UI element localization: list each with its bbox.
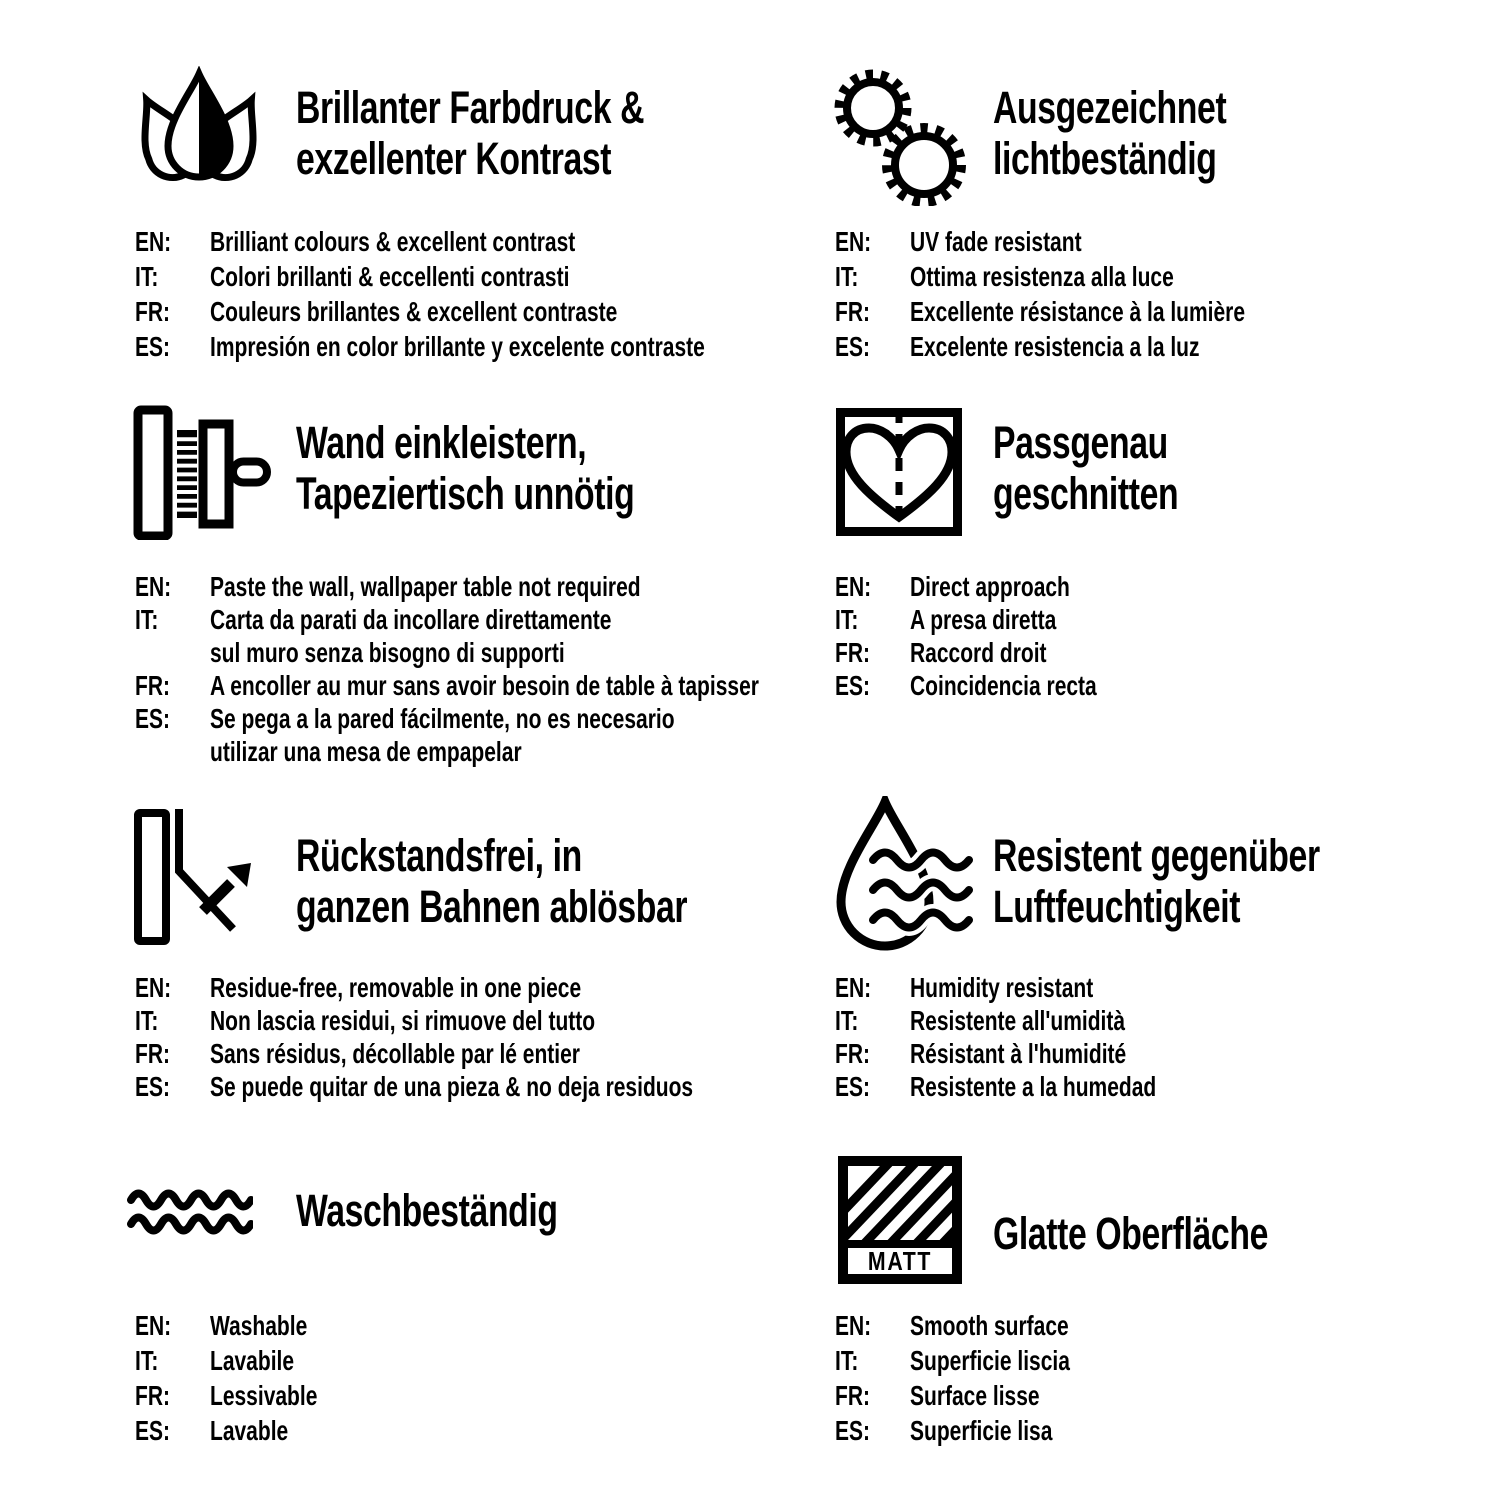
language-label: ES: bbox=[835, 670, 871, 701]
translation-row bbox=[835, 294, 1500, 329]
peel-off-wall-icon bbox=[133, 799, 278, 949]
language-label: FR: bbox=[835, 1038, 870, 1069]
translation-text: Superficie lisa bbox=[910, 1415, 1053, 1446]
language-label: FR: bbox=[835, 296, 870, 327]
language-label: FR: bbox=[835, 637, 870, 668]
translation-row bbox=[835, 1378, 1500, 1413]
title-line: exzellenter Kontrast bbox=[296, 133, 612, 184]
section-title bbox=[993, 830, 1320, 932]
title-line: geschnitten bbox=[993, 468, 1179, 519]
language-label: IT: bbox=[835, 604, 859, 635]
language-label: FR: bbox=[135, 1038, 170, 1069]
language-label: ES: bbox=[835, 331, 871, 362]
translation-text: Smooth surface bbox=[910, 1310, 1069, 1341]
language-label: EN: bbox=[135, 571, 172, 602]
language-label: EN: bbox=[135, 1310, 172, 1341]
translation-text: Sans résidus, décollable par lé entier bbox=[210, 1038, 580, 1069]
title-line: Glatte Oberfläche bbox=[993, 1208, 1268, 1259]
translation-text: Washable bbox=[210, 1310, 308, 1341]
translation-row bbox=[135, 603, 900, 669]
translation-text: Se pega a la pared fácilmente, no es necesario utilizar una mesa de empapelar bbox=[210, 703, 675, 767]
language-label: IT: bbox=[835, 1345, 859, 1376]
title-line: Wand einkleistern, bbox=[296, 417, 587, 468]
translation-block bbox=[135, 570, 900, 768]
title-line: Rückstandsfrei, in bbox=[296, 830, 582, 881]
matt-label: MATT bbox=[867, 1247, 933, 1277]
translation-row bbox=[835, 259, 1500, 294]
title-line: Waschbeständig bbox=[296, 1185, 558, 1236]
language-label: EN: bbox=[835, 226, 872, 257]
language-label: EN: bbox=[835, 571, 872, 602]
section-title bbox=[993, 82, 1226, 184]
language-label: IT: bbox=[835, 1005, 859, 1036]
translation-text: Lessivable bbox=[210, 1380, 318, 1411]
section-title bbox=[993, 1208, 1268, 1259]
translation-row bbox=[135, 294, 900, 329]
translation-row bbox=[835, 1004, 1500, 1037]
language-label: FR: bbox=[135, 1380, 170, 1411]
translation-block bbox=[835, 1308, 1500, 1448]
matt-surface-icon bbox=[838, 1156, 962, 1284]
translation-row bbox=[835, 1343, 1500, 1378]
translation-block bbox=[835, 224, 1500, 364]
water-waves-icon bbox=[127, 1188, 253, 1236]
language-label: IT: bbox=[835, 261, 859, 292]
language-label: ES: bbox=[835, 1071, 871, 1102]
section-title bbox=[296, 1185, 558, 1236]
section-title bbox=[993, 417, 1178, 519]
translation-block bbox=[135, 1308, 900, 1448]
section-title bbox=[296, 417, 634, 519]
translation-row bbox=[135, 1378, 900, 1413]
translation-row bbox=[135, 570, 900, 603]
language-label: IT: bbox=[135, 261, 159, 292]
ink-drops-icon bbox=[133, 66, 265, 202]
gears-icon bbox=[833, 64, 969, 206]
translation-text: A presa diretta bbox=[910, 604, 1057, 635]
translation-text: Résistant à l'humidité bbox=[910, 1038, 1127, 1069]
translation-row bbox=[135, 702, 900, 768]
title-line: Resistent gegenüber bbox=[993, 830, 1320, 881]
water-drop-waves-icon bbox=[833, 796, 978, 954]
translation-row bbox=[135, 224, 900, 259]
translation-row bbox=[835, 329, 1500, 364]
translation-text: Direct approach bbox=[910, 571, 1070, 602]
translation-text: Superficie liscia bbox=[910, 1345, 1070, 1376]
language-label: IT: bbox=[135, 1345, 159, 1376]
translation-text: Resistente a la humedad bbox=[910, 1071, 1157, 1102]
title-line: Luftfeuchtigkeit bbox=[993, 881, 1241, 932]
language-label: EN: bbox=[135, 226, 172, 257]
language-label: ES: bbox=[835, 1415, 871, 1446]
title-line: ganzen Bahnen ablösbar bbox=[296, 881, 688, 932]
title-line: lichtbeständig bbox=[993, 133, 1217, 184]
translation-text: Raccord droit bbox=[910, 637, 1047, 668]
language-label: ES: bbox=[135, 1071, 171, 1102]
language-label: IT: bbox=[135, 1005, 159, 1036]
translation-row bbox=[835, 1308, 1500, 1343]
translation-row bbox=[135, 1413, 900, 1448]
translation-text: Lavabile bbox=[210, 1345, 295, 1376]
translation-text: Se puede quitar de una pieza & no deja residuos bbox=[210, 1071, 694, 1102]
translation-row bbox=[135, 971, 900, 1004]
translation-row bbox=[135, 669, 900, 702]
translation-text: Couleurs brillantes & excellent contraste bbox=[210, 296, 618, 327]
translation-row bbox=[135, 1070, 900, 1103]
language-label: EN: bbox=[835, 972, 872, 1003]
language-label: ES: bbox=[135, 331, 171, 362]
translation-text: Surface lisse bbox=[910, 1380, 1040, 1411]
language-label: FR: bbox=[135, 296, 170, 327]
title-line: Tapeziertisch unnötig bbox=[296, 468, 635, 519]
translation-row bbox=[135, 1308, 900, 1343]
paste-brush-icon bbox=[133, 404, 273, 540]
translation-text: Paste the wall, wallpaper table not required bbox=[210, 571, 641, 602]
translation-row bbox=[835, 1037, 1500, 1070]
section-title bbox=[296, 830, 687, 932]
language-label: FR: bbox=[135, 670, 170, 701]
translation-row bbox=[835, 971, 1500, 1004]
translation-text: Colori brillanti & eccellenti contrasti bbox=[210, 261, 570, 292]
translation-text: Impresión en color brillante y excelente contraste bbox=[210, 331, 705, 362]
translation-text: Excelente resistencia a la luz bbox=[910, 331, 1200, 362]
translation-block bbox=[835, 971, 1500, 1103]
translation-text: Resistente all'umidità bbox=[910, 1005, 1126, 1036]
heart-cut-lines-icon bbox=[836, 408, 962, 536]
translation-text: Humidity resistant bbox=[910, 972, 1094, 1003]
translation-row bbox=[135, 259, 900, 294]
translation-row bbox=[835, 224, 1500, 259]
translation-row bbox=[835, 1070, 1500, 1103]
translation-text: UV fade resistant bbox=[910, 226, 1082, 257]
translation-row bbox=[835, 1413, 1500, 1448]
translation-text: Lavable bbox=[210, 1415, 289, 1446]
title-line: Brillanter Farbdruck & bbox=[296, 82, 645, 133]
language-label: FR: bbox=[835, 1380, 870, 1411]
translation-block bbox=[135, 971, 900, 1103]
translation-row bbox=[835, 570, 1500, 603]
translation-text: Carta da parati da incollare direttamente sul muro senza bisogno di supporti bbox=[210, 604, 612, 668]
translation-row bbox=[835, 669, 1500, 702]
language-label: ES: bbox=[135, 703, 171, 734]
translation-text: Ottima resistenza alla luce bbox=[910, 261, 1174, 292]
language-label: IT: bbox=[135, 604, 159, 635]
translation-text: Excellente résistance à la lumière bbox=[910, 296, 1246, 327]
language-label: EN: bbox=[135, 972, 172, 1003]
translation-row bbox=[835, 636, 1500, 669]
translation-row bbox=[135, 1343, 900, 1378]
language-label: EN: bbox=[835, 1310, 872, 1341]
translation-block bbox=[135, 224, 900, 364]
section-title bbox=[296, 82, 644, 184]
translation-text: Residue-free, removable in one piece bbox=[210, 972, 582, 1003]
translation-block bbox=[835, 570, 1500, 702]
translation-row bbox=[835, 603, 1500, 636]
translation-text: Brilliant colours & excellent contrast bbox=[210, 226, 576, 257]
translation-text: Coincidencia recta bbox=[910, 670, 1097, 701]
translation-row bbox=[135, 329, 900, 364]
title-line: Passgenau bbox=[993, 417, 1168, 468]
translation-text: Non lascia residui, si rimuove del tutto bbox=[210, 1005, 596, 1036]
translation-row bbox=[135, 1037, 900, 1070]
translation-text: A encoller au mur sans avoir besoin de table à tapisser bbox=[210, 670, 759, 701]
title-line: Ausgezeichnet bbox=[993, 82, 1227, 133]
translation-row bbox=[135, 1004, 900, 1037]
language-label: ES: bbox=[135, 1415, 171, 1446]
